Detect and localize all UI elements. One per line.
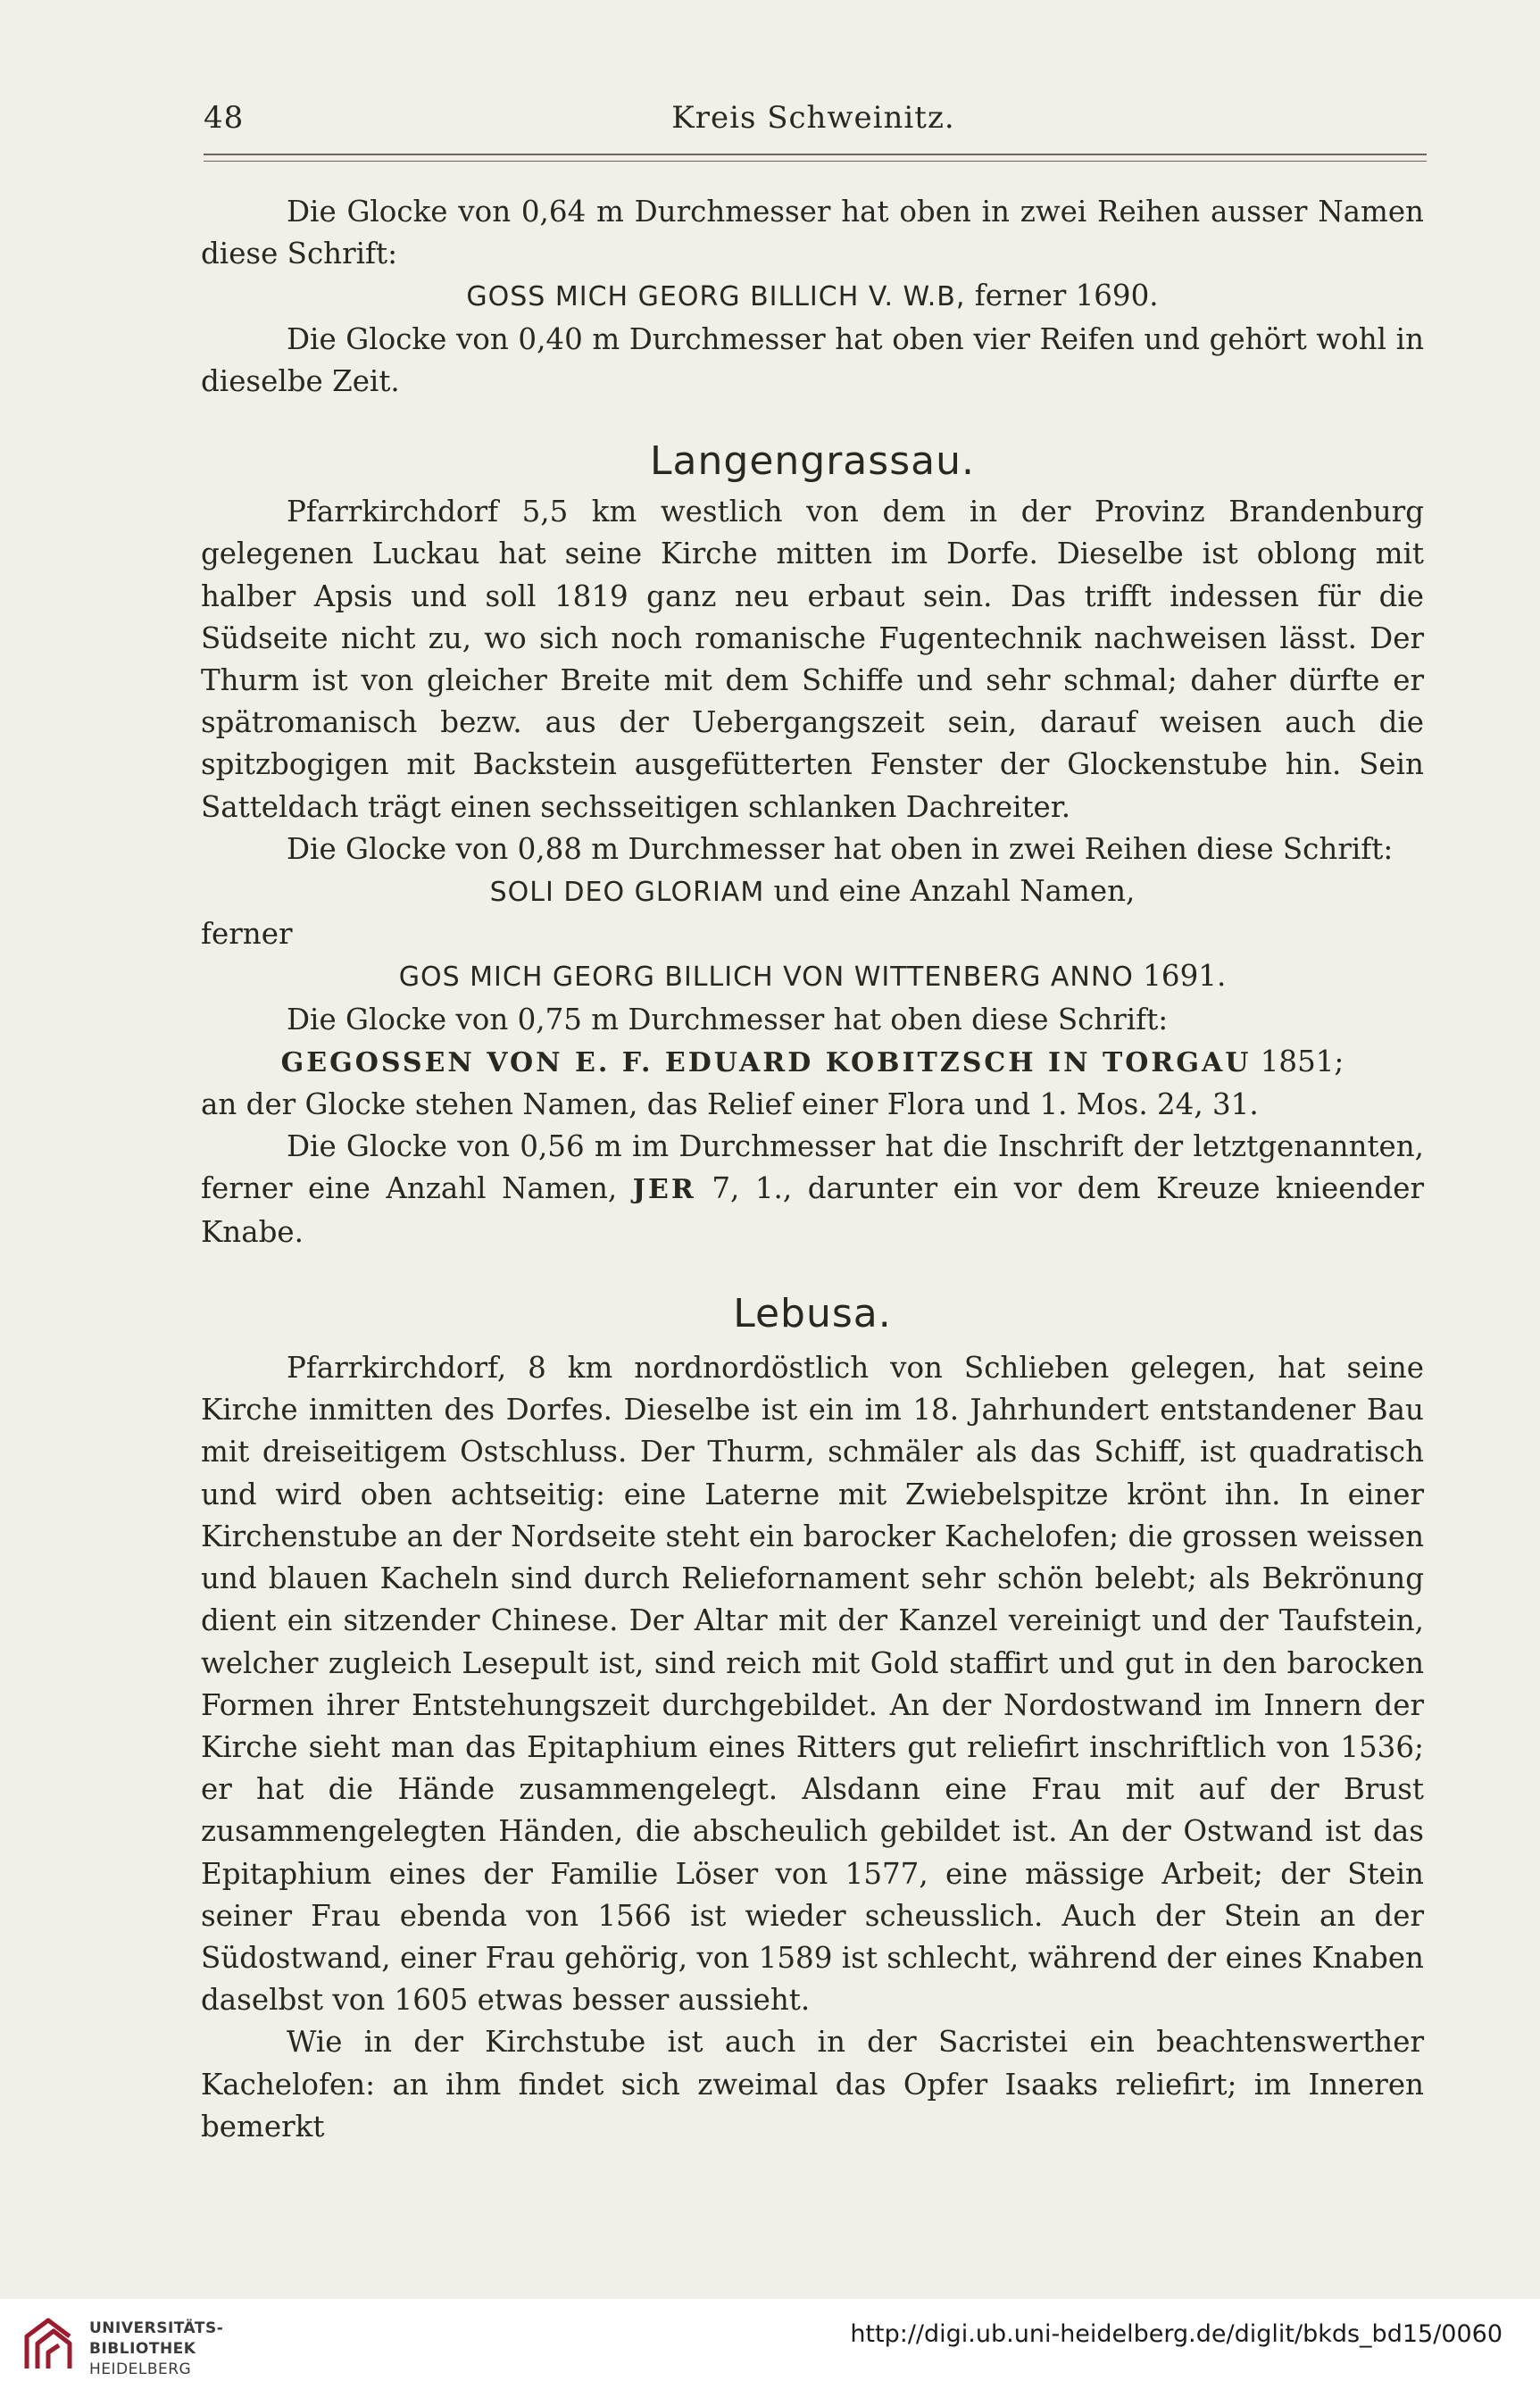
bell-inscription: GOSS MICH GEORG BILLICH V. W.B, [466,281,966,313]
paragraph: Wie in der Kirchstube ist auch in der Sacristei ein beachtenswerther Kachelofen: an ihm findet sich zweimal das Opfer Isaaks reliefirt; im Inneren bemerkt [201,2025,1424,2144]
bell-inscription-fraktur: GEGOSSEN VON E. F. EDUARD KOBITZSCH IN TORGAU [280,1046,1252,1078]
paragraph-text: 7, 1., darunter ein vor dem Kreuze knieender Knabe. [201,1171,1425,1249]
paragraph-text: Die Glocke von 0,56 m im Durchmesser hat die Inschrift der letztgenannten, ferner eine Anzahl Namen, [201,1129,1424,1206]
paragraph: Pfarrkirchdorf 5,5 km westlich von dem in der Provinz Brandenburg gelegenen Luckau hat seine Kirche mitten im Dorfe. Dieselbe ist oblong mit halber Apsis und soll 1819 ganz neu erbaut sein. Das trifft indessen für die Südseite nicht zu, wo sich noch romanische Fugentechnik nachweisen lässt. Der Thurm ist von gleicher Breite mit dem Schiffe und sehr schmal; daher dürfte er spätromanisch bezw. aus der Uebergangszeit sein, darauf weisen auch die spitzbogigen mit Backstein ausgefütterten Fenster der Glockenstube hin. Sein Satteldach trägt einen sechsseitigen schlanken Dachreiter. [201,495,1424,824]
inscription-tail: 1691. [1133,959,1227,994]
bell-inscription: SOLI DEO GLORIAM [489,877,765,909]
library-logo-icon [18,2315,82,2379]
library-name-line: BIBLIOTHEK [89,2340,196,2358]
paragraph: Die Glocke von 0,75 m Durchmesser hat oben diese Schrift: [287,1002,1169,1036]
paragraph: Die Glocke von 0,88 m Durchmesser hat oben in zwei Reihen diese Schrift: [287,831,1394,866]
inscription-line [201,870,1424,913]
paragraph: Die Glocke von 0,40 m Durchmesser hat oben vier Reifen und gehört wohl in dieselbe Zeit. [201,321,1424,398]
inscription-line [201,955,1424,998]
section-heading-lebusa: Lebusa. [733,1290,892,1336]
running-head [198,100,1428,145]
bell-inscription: GOS MICH GEORG BILLICH VON WITTENBERG ANNO [398,962,1134,994]
page-body [201,191,1424,2148]
inscription-tail: und eine Anzahl Namen, [764,874,1136,909]
paragraph-fragment: ferner [201,917,293,952]
library-name [89,2319,223,2380]
paragraph [201,1126,1424,1253]
library-footer [0,2299,1540,2406]
fraktur-reference: JER [632,1174,696,1206]
header-rule [204,154,1427,155]
inscription-tail: ferner 1690. [965,279,1159,313]
header-title: Kreis Schweinitz. [671,100,955,136]
inscription-line [201,275,1424,318]
permalink[interactable]: http://digi.ub.uni-heidelberg.de/diglit/bkds_bd15/0060 [850,2320,1503,2348]
paragraph: Pfarrkirchdorf, 8 km nordnordöstlich von Schlieben gelegen, hat seine Kirche inmitten des Dorfes. Dieselbe ist ein im 18. Jahrhundert entstandener Bau mit dreiseitigem Ostschluss. Der Thurm, schmäler als das Schiff, ist quadratisch und wird oben achtseitig: eine Laterne mit Zwiebelspitze krönt ihn. In einer Kirchenstube an der Nordseite steht ein barocker Kachelofen; die grossen weissen und blauen Kacheln sind durch Reliefornament sehr schön belebt; als Bekrönung dient ein sitzender Chinese. Der Altar mit der Kanzel vereinigt und der Taufstein, welcher zugleich Lesepult ist, sind reich mit Gold staffirt und gut in den barocken Formen ihrer Entstehungszeit durchgebildet. An der Nordostwand im Innern der Kirche sieht man das Epitaphium eines Ritters gut reliefirt inschriftlich von 1536; er hat die Hände zusammengelegt. Alsdann eine Frau mit auf der Brust zusammengelegten Händen, die abscheulich gebildet ist. An der Ostwand ist das Epitaphium eines der Familie Löser von 1577, eine mässige Arbeit; der Stein seiner Frau ebenda von 1566 ist wieder scheusslich. Auch der Stein an der Südostwand, einer Frau gehörig, von 1589 ist schlecht, während der eines Knaben daselbst von 1605 etwas besser aussieht. [201,1351,1424,2018]
inscription-tail: 1851; [1251,1044,1344,1078]
header-rule-thin [204,161,1427,162]
inscription-line [201,1041,1424,1084]
page-number: 48 [204,100,245,136]
library-name-line: HEIDELBERG [89,2360,192,2378]
paragraph: an der Glocke stehen Namen, das Relief einer Flora und 1. Mos. 24, 31. [201,1087,1259,1122]
section-heading-langengrassau: Langengrassau. [650,438,975,485]
library-name-line: UNIVERSITÄTS- [89,2319,224,2337]
paragraph: Die Glocke von 0,64 m Durchmesser hat oben in zwei Reihen ausser Namen diese Schrift: [201,195,1424,271]
